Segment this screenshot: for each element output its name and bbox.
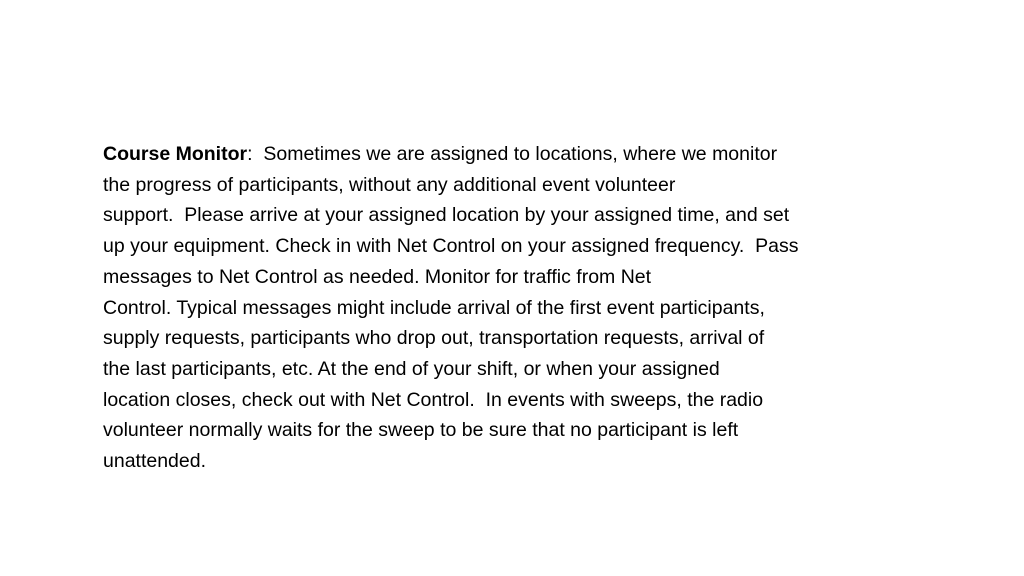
text-line: the progress of participants, without any additional event volunteer (103, 173, 676, 196)
text-line: location closes, check out with Net Control. In events with sweeps, the radio (103, 388, 764, 411)
term-heading: Course Monitor (103, 143, 248, 165)
text-line: unattended. (103, 450, 207, 473)
text-line: messages to Net Control as needed. Monitor for traffic from Net (103, 265, 652, 288)
text-line: Control. Typical messages might include arrival of the first event participants, (103, 296, 765, 319)
text-line: support. Please arrive at your assigned location by your assigned time, and set (103, 204, 790, 227)
text-line: volunteer normally waits for the sweep to be sure that no participant is left (103, 419, 739, 442)
text-line: supply requests, participants who drop out, transportation requests, arrival of (103, 327, 765, 350)
text-line (103, 139, 943, 170)
text-line-content: : Sometimes we are assigned to locations, where we monitor (247, 143, 778, 165)
text-line: the last participants, etc. At the end of your shift, or when your assigned (103, 357, 720, 380)
text-line: up your equipment. Check in with Net Control on your assigned frequency. Pass (103, 235, 799, 258)
body-text (103, 139, 943, 477)
